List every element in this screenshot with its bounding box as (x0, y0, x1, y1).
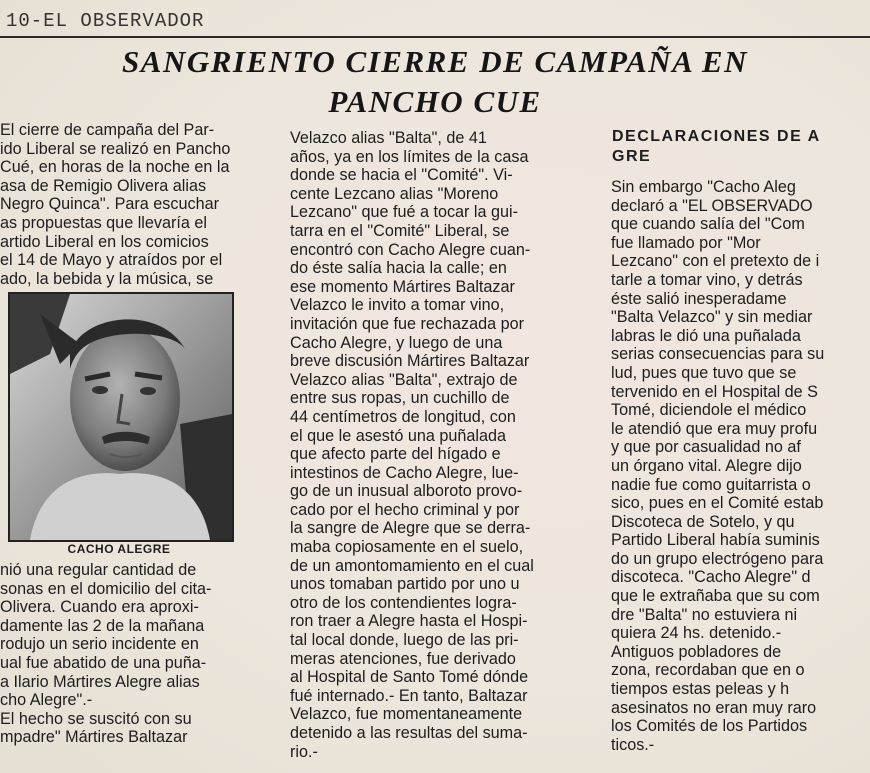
article-line: detenido a las resultas del suma- (290, 724, 528, 742)
article-line: ticos.- (611, 735, 655, 754)
subheading-line: GRE (612, 148, 652, 165)
article-line: que le extrañaba que su com (611, 587, 820, 606)
article-line: invitación que fue rechazada por (290, 314, 524, 333)
article-line: rio.- (290, 742, 318, 761)
article-line: tarle a tomar vino, y detrás (611, 270, 803, 289)
article-line: Sin embargo "Cacho Aleg (611, 178, 796, 196)
article-line: nadie fue como guitarrista o (611, 475, 811, 494)
article-line: mpadre" Mártires Baltazar (0, 728, 188, 747)
article-line: Negro Quinca". Para escuchar (0, 195, 219, 214)
article-line: fue llamado por "Mor (611, 233, 761, 252)
page-header (0, 8, 870, 38)
article-line: entre sus ropas, un cuchillo de (290, 389, 510, 408)
article-line: quiera 24 hs. detenido.- (611, 624, 782, 643)
headline-line-2: PANCHO CUE (328, 84, 542, 119)
article-line: intestinos de Cacho Alegre, lue- (290, 463, 519, 482)
article-line: que cuando salía del "Com (611, 215, 805, 234)
article-line: do un grupo electrógeno para (611, 549, 824, 568)
article-line: Lezcano" que fué a tocar la gui- (290, 203, 519, 222)
article-line: ual fue abatido de una puña- (0, 653, 207, 672)
article-line: donde se hacia el "Comité". Vi- (290, 166, 513, 185)
article-line: ado, la bebida y la música, se (0, 269, 214, 288)
article-line: rodujo un serio incidente en (0, 635, 199, 654)
article-line: discoteca. "Cacho Alegre" d (611, 568, 811, 587)
subheading-line: DECLARACIONES DE A (612, 128, 821, 145)
article-line: Antiguos pobladores de (611, 642, 782, 661)
page-label: 10-EL OBSERVADOR (6, 10, 205, 32)
article-line: le atendió que era muy profu (611, 419, 818, 438)
article-line: de un amontomamiento en el cual (290, 556, 534, 575)
article-line: la sangre de Alegre que se derra- (290, 519, 531, 538)
article-line: que afecto parte del hígado e (290, 445, 501, 464)
article-line: damente las 2 de la mañana (0, 616, 205, 635)
article-line: tervenido en el Hospital de S (611, 382, 818, 401)
article-line: ido Liberal se realizó en Pancho (0, 139, 231, 158)
article-line: Velazco le invito a tomar vino, (290, 296, 505, 315)
article-line: as propuestas que llevaría el (0, 213, 207, 232)
article-line: lud, pues que tuvo que se (611, 363, 797, 382)
article-line: a Ilario Mártires Alegre alias (0, 672, 200, 691)
article-line: cente Lezcano alias "Moreno (290, 184, 499, 203)
article-line: El hecho se suscitó con su (0, 709, 192, 728)
article-line: fué internado.- En tanto, Baltazar (290, 686, 528, 705)
article-line: 44 centímetros de longitud, con (290, 407, 516, 426)
article-line: Velazco, fue momentaneamente (290, 705, 523, 724)
article-line: otro de los contendientes logra- (290, 593, 517, 612)
article-line: artido Liberal en los comicios (0, 232, 209, 251)
article-line: asa de Remigio Olivera alias (0, 176, 207, 195)
article-line: serias consecuencias para su (611, 345, 825, 364)
article-line: do éste salía hacia la calle; en (290, 259, 507, 278)
article-line: tarra en el "Comité" Liberal, se (290, 221, 510, 240)
article-line: labras le dió una puñalada (611, 326, 801, 345)
article-column-3 (611, 178, 870, 754)
article-column-1-top (0, 121, 282, 288)
article-line: cho Alegre".- (0, 691, 93, 710)
article-line: meras atenciones, fue derivado (290, 649, 516, 668)
article-line: zona, recordaban que en o (611, 661, 805, 680)
column-3-subheading (612, 127, 870, 167)
portrait-image (10, 294, 232, 540)
article-line: Olivera. Cuando era aproxi- (0, 598, 199, 617)
article-column-2 (290, 129, 595, 761)
article-line: El cierre de campaña del Par- (0, 121, 215, 139)
article-line: ese momento Mártires Baltazar (290, 277, 515, 296)
article-line: años, ya en los límites de la casa (290, 147, 529, 166)
article-line: al Hospital de Santo Tomé dónde (290, 668, 529, 687)
article-line: y que por casualidad no af (611, 438, 801, 457)
article-line: Lezcano" con el pretexto de i (611, 252, 820, 271)
article-line: ron traer a Alegre hasta el Hospi- (290, 612, 528, 631)
article-line: dre "Balta" no estuviera ni (611, 605, 798, 624)
article-line: nió una regular cantidad de (0, 561, 197, 579)
article-line: Tomé, diciendole el médico (611, 401, 807, 420)
headline-line-1: SANGRIENTO CIERRE DE CAMPAÑA EN (122, 44, 748, 79)
article-line: el que le asestó una puñalada (290, 426, 507, 445)
article-column-1-bottom (0, 561, 282, 747)
article-line: tal local donde, luego de las pri- (290, 631, 519, 650)
article-line: maba copiosamente en el suelo, (290, 538, 524, 557)
article-line: asesinatos no eran muy raro (611, 698, 817, 717)
article-line: tiempos estas peleas y h (611, 680, 790, 699)
article-line: unos tomaban partido por uno u (290, 575, 520, 594)
portrait-photo (8, 292, 234, 542)
article-line: cado por el hecho criminal y por (290, 500, 520, 519)
photo-caption: CACHO ALEGRE (67, 542, 171, 556)
article-line: Partido Liberal había suminis (611, 531, 820, 550)
article-line: Cacho Alegre, y luego de una (290, 333, 503, 352)
article-line: Discoteca de Sotelo, y qu (611, 512, 795, 531)
article-line: sonas en el domicilio del cita- (0, 579, 212, 598)
article-line: los Comités de los Partidos (611, 717, 808, 736)
article-line: Velazco alias "Balta", extrajo de (290, 370, 518, 389)
article-line: encontró con Cacho Alegre cuan- (290, 240, 531, 259)
article-line: Cué, en horas de la noche en la (0, 158, 230, 177)
article-line: Velazco alias "Balta", de 41 (290, 129, 487, 147)
article-line: "Balta Velazco" y sin mediar (611, 308, 813, 327)
article-line: breve discusión Mártires Baltazar (290, 352, 530, 371)
article-line: sico, pues en el Comité estab (611, 494, 824, 513)
article-line: declaró a "EL OBSERVADO (611, 196, 813, 215)
article-line: go de un inusual alboroto provo- (290, 482, 523, 501)
article-line: éste salió inesperadame (611, 289, 787, 308)
article-line: el 14 de Mayo y atraídos por el (0, 251, 223, 270)
article-line: un órgano vital. Alegre dijo (611, 456, 802, 475)
